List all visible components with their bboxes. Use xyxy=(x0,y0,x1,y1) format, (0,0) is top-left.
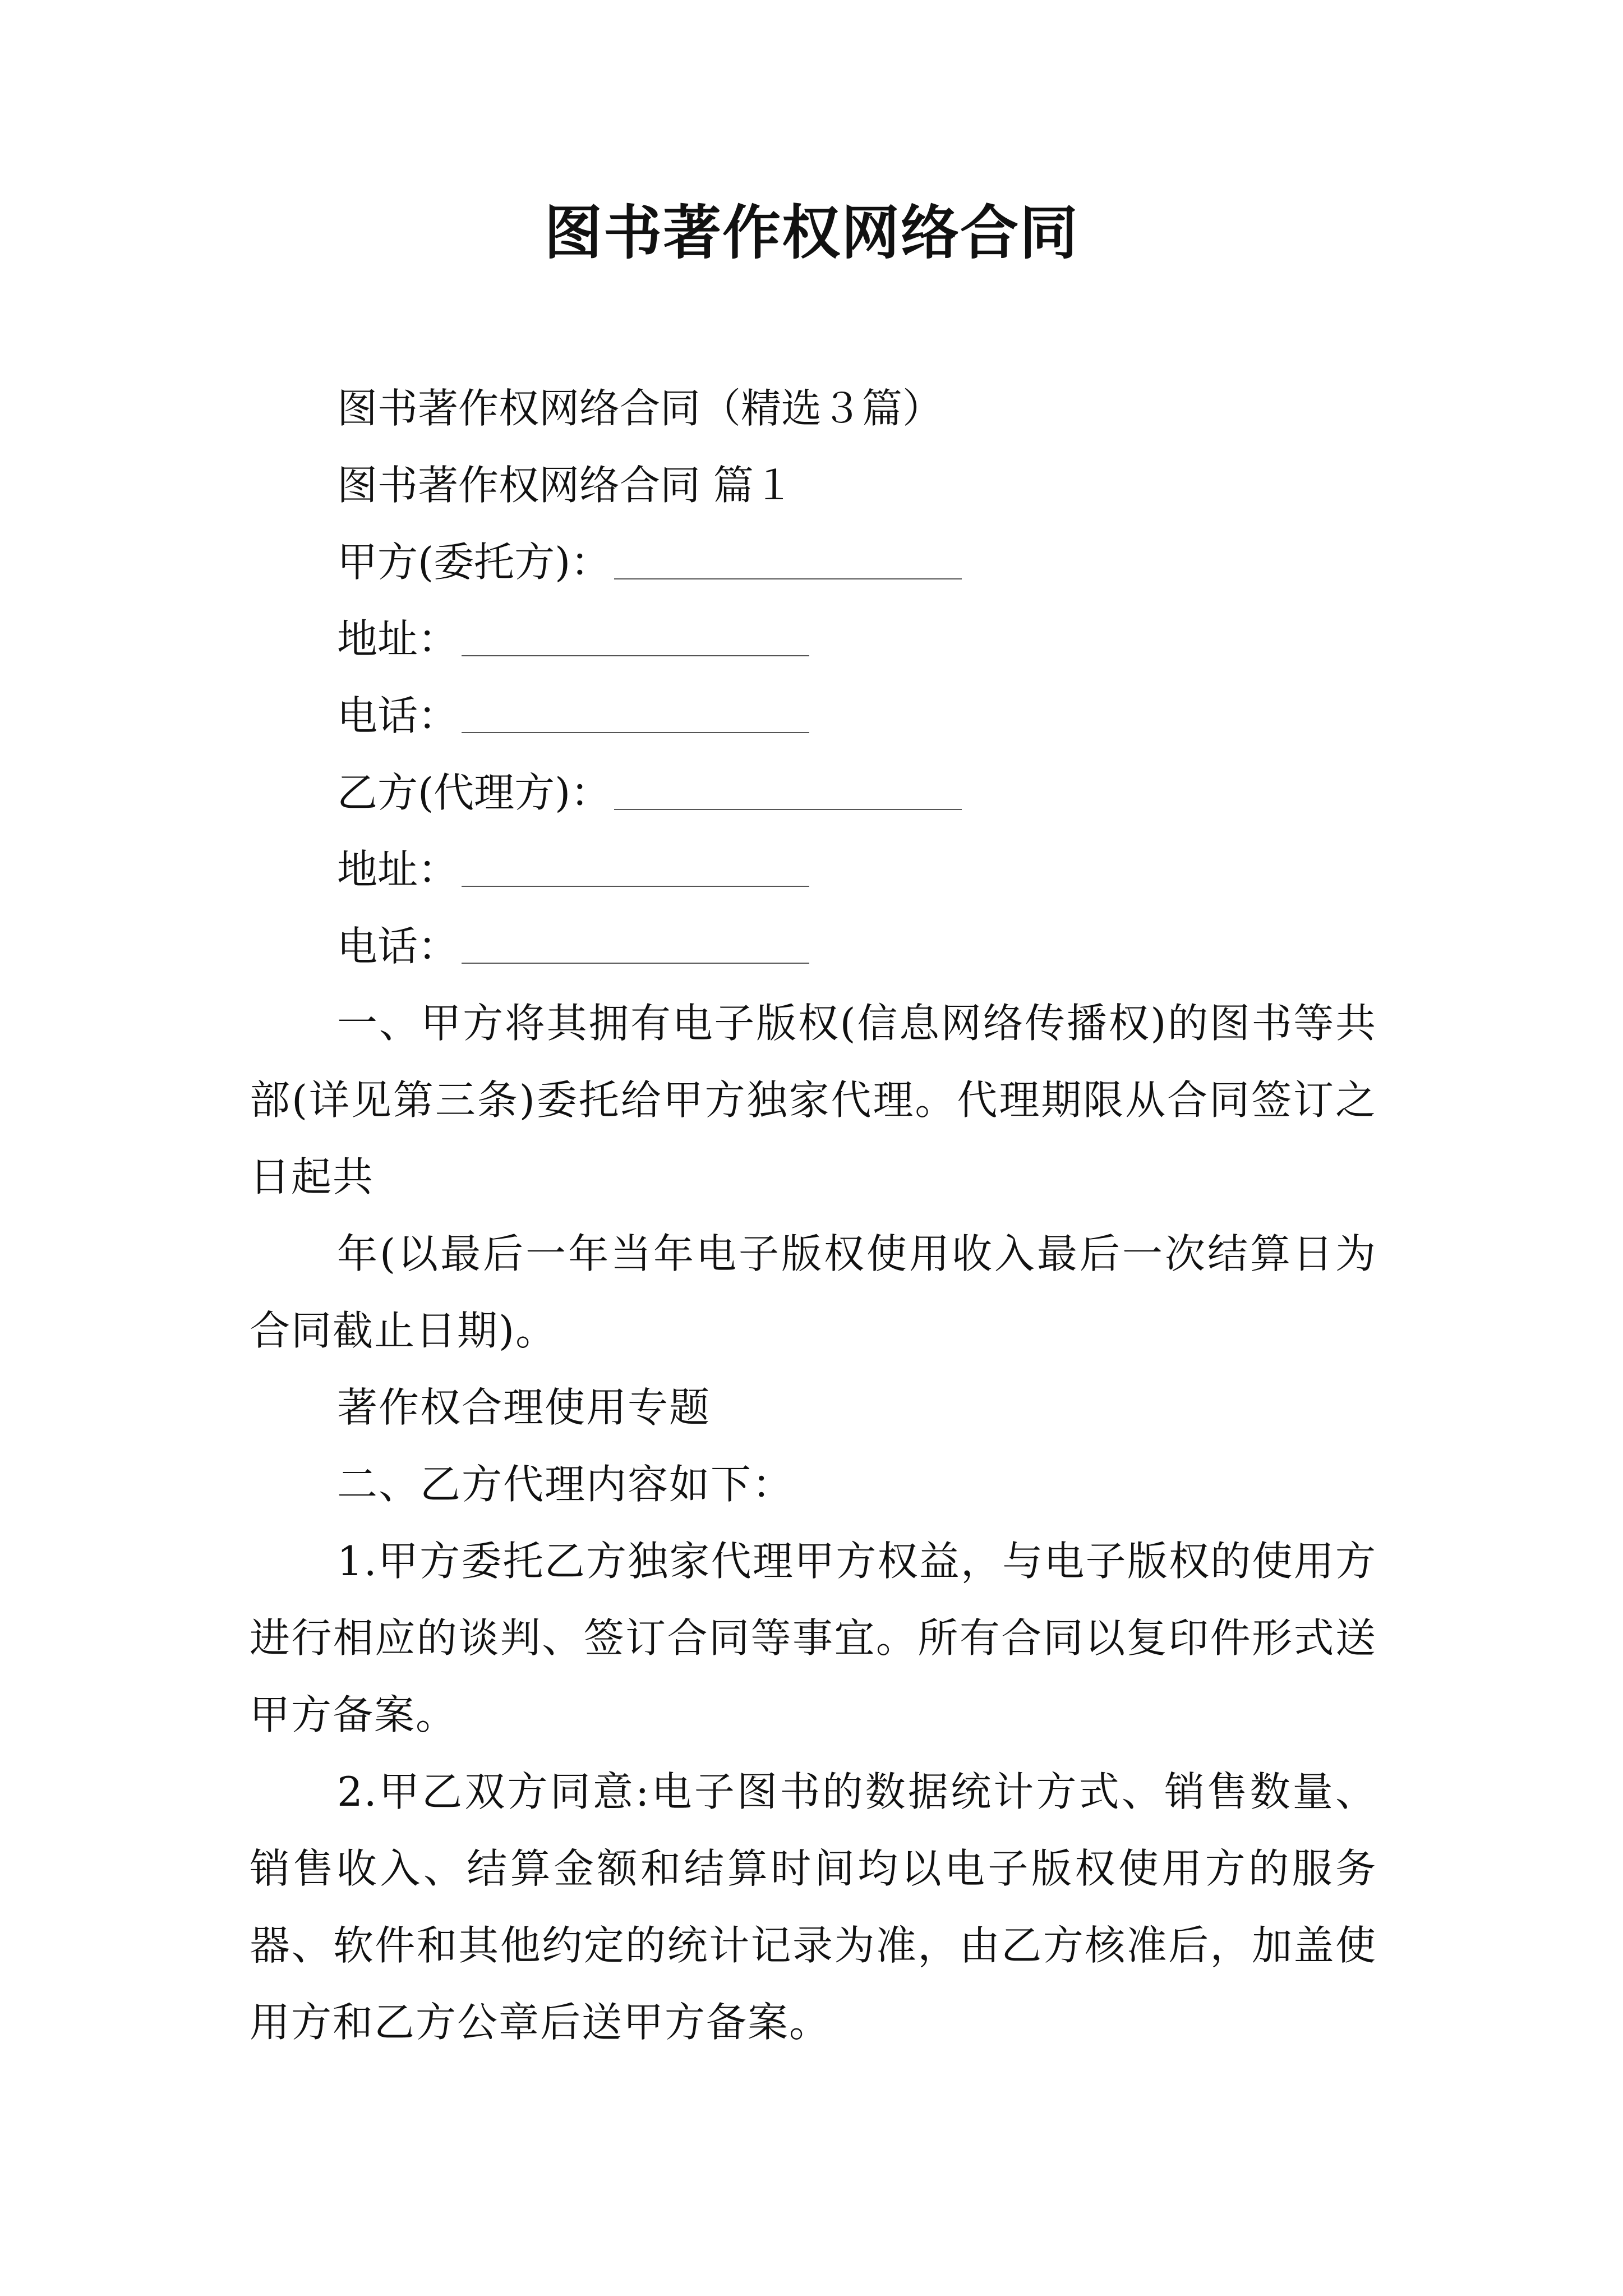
party-a-address-row xyxy=(250,601,1377,678)
party-b-row xyxy=(250,754,1377,831)
party-b-address-blank xyxy=(462,884,809,887)
party-a-address-blank xyxy=(462,653,809,656)
party-b-address-label: 地址： xyxy=(337,846,459,893)
party-b-label: 乙方(代理方)： xyxy=(337,769,611,816)
party-a-label: 甲方(委托方)： xyxy=(337,539,611,586)
document-body xyxy=(250,370,1377,2061)
item-1: 1.甲方委托乙方独家代理甲方权益，与电子版权的使用方进行相应的谈判、签订合同等事宜。所有合同以复印件形式送甲方备案。 xyxy=(250,1538,1377,1738)
document-title: 图书著作权网络合同 xyxy=(543,199,1079,267)
party-a-phone-label: 电话： xyxy=(337,692,459,739)
party-a-phone-blank xyxy=(462,730,809,733)
party-b-phone-label: 电话： xyxy=(337,923,459,970)
party-b-blank xyxy=(614,807,962,810)
party-a-address-label: 地址： xyxy=(337,615,459,662)
clause-2: 二、乙方代理内容如下： xyxy=(337,1461,794,1508)
party-a-phone-row xyxy=(250,678,1377,754)
party-b-phone-blank xyxy=(462,960,809,964)
part-heading: 图书著作权网络合同 篇１ xyxy=(337,462,794,509)
clause-1-continued: 年(以最后一年当年电子版权使用收入最后一次结算日为合同截止日期)。 xyxy=(250,1230,1377,1354)
party-a-blank xyxy=(614,576,962,579)
party-b-address-row xyxy=(250,831,1377,908)
clause-1: 一、甲方将其拥有电子版权(信息网络传播权)的图书等共部(详见第三条)委托给甲方独家代理。代理期限从合同签订之日起共 xyxy=(250,1000,1377,1200)
item-2: 2.甲乙双方同意:电子图书的数据统计方式、销售数量、销售收入、结算金额和结算时间均以电子版权使用方的服务器、软件和其他约定的统计记录为准，由乙方核准后，加盖使用方和乙方公章后送甲方备案。 xyxy=(250,1768,1377,2046)
party-b-phone-row xyxy=(250,908,1377,985)
topic-link[interactable]: 著作权合理使用专题 xyxy=(337,1384,711,1431)
party-a-row xyxy=(250,524,1377,601)
subtitle: 图书著作权网络合同（精选３篇） xyxy=(337,385,943,432)
